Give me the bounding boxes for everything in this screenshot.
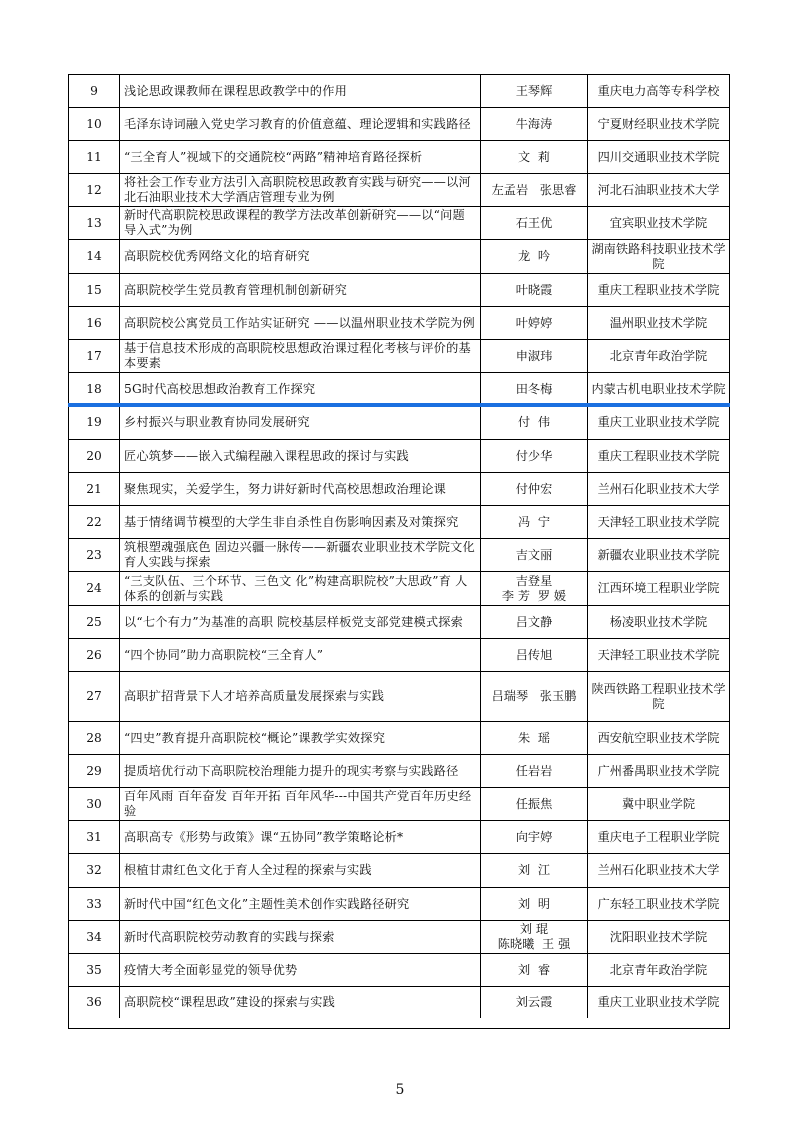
- school-name: 重庆电力高等专科学校: [597, 83, 720, 98]
- paper-title: 高职院校优秀网络文化的培育研究: [120, 240, 481, 273]
- author-name: 吉登星: [515, 573, 553, 588]
- school-name: 重庆工程职业技术学院: [597, 282, 720, 297]
- author-name: 吕传旭: [515, 647, 553, 662]
- table-row: [69, 340, 729, 373]
- table-row: [69, 954, 729, 987]
- paper-title: 高职院校“课程思政”建设的探索与实践: [120, 987, 481, 1018]
- school-name: 天津轻工职业技术学院: [597, 647, 720, 662]
- row-number: 29: [69, 755, 120, 787]
- row-number: 33: [69, 888, 120, 920]
- row-number: 21: [69, 473, 120, 505]
- school-name: 杨凌职业技术学院: [609, 614, 708, 629]
- author-name: 申淑玮: [515, 348, 553, 363]
- paper-title: 疫情大考全面彰显党的领导优势: [120, 954, 481, 986]
- table-row: [69, 722, 729, 755]
- author-cell: [481, 207, 588, 239]
- author-cell: [481, 440, 588, 472]
- row-number: 26: [69, 639, 120, 671]
- row-number: 13: [69, 207, 120, 239]
- school-name: 兰州石化职业技术大学: [597, 481, 720, 496]
- row-number: 35: [69, 954, 120, 986]
- row-number: 24: [69, 572, 120, 605]
- school-name: 天津轻工职业技术学院: [597, 514, 720, 529]
- author-cell: [481, 473, 588, 505]
- table-row: [69, 240, 729, 274]
- author-cell: [481, 572, 588, 605]
- author-name: 冯 宁: [517, 514, 551, 529]
- paper-title: 基于信息技术形成的高职院校思想政治课过程化考核与评价的基本要素: [120, 340, 481, 372]
- table-row: [69, 274, 729, 307]
- paper-title: “三全育人”视域下的交通院校“两路”精神培育路径探析: [120, 141, 481, 173]
- school-name: 重庆工业职业技术学院: [597, 995, 720, 1009]
- papers-table: [68, 74, 730, 1029]
- author-cell: [481, 506, 588, 538]
- school-name: 北京青年政治学院: [609, 348, 708, 363]
- author-cell: [481, 174, 588, 206]
- paper-title: 高职扩招背景下人才培养高质量发展探索与实践: [120, 672, 481, 721]
- paper-title: 新时代高职院校思政课程的教学方法改革创新研究——以“问题导入式”为例: [120, 207, 481, 239]
- school-name: 内蒙古机电职业技术学院: [591, 381, 726, 396]
- row-number: 22: [69, 506, 120, 538]
- row-number: 28: [69, 722, 120, 754]
- school-name: 重庆工业职业技术学院: [597, 415, 720, 429]
- author-name: 刘 江: [517, 863, 551, 877]
- table-row: [69, 639, 729, 672]
- row-number: 25: [69, 606, 120, 638]
- paper-title: 聚焦现实，关爱学生，努力讲好新时代高校思想政治理论课: [120, 473, 481, 505]
- author-name: 吉文丽: [515, 547, 553, 562]
- author-cell: [481, 274, 588, 306]
- author-cell: [481, 921, 588, 953]
- author-cell: [481, 240, 588, 273]
- paper-title: 毛泽东诗词融入党史学习教育的价值意蕴、理论逻辑和实践路径: [120, 108, 481, 140]
- author-cell: [481, 373, 588, 405]
- author-cell: [481, 141, 588, 173]
- row-number: 34: [69, 921, 120, 953]
- table-row: [69, 473, 729, 506]
- author-name: 刘 明: [517, 896, 551, 911]
- author-cell: [481, 755, 588, 787]
- table-row: [69, 672, 729, 722]
- author-name: 刘云霞: [515, 995, 553, 1009]
- school-name: 北京青年政治学院: [609, 962, 708, 977]
- row-number: 14: [69, 240, 120, 273]
- paper-title: 高职院校公寓党员工作站实证研究 ——以温州职业技术学院为例: [120, 307, 481, 339]
- row-number: 31: [69, 821, 120, 853]
- author-name: 李 芳 罗 媛: [501, 588, 567, 603]
- paper-title: 新时代高职院校劳动教育的实践与探索: [120, 921, 481, 953]
- paper-title: 提质培优行动下高职院校治理能力提升的现实考察与实践路径: [120, 755, 481, 787]
- school-name: 湖南铁路科技职业技术学院: [591, 241, 726, 271]
- section-separator: [68, 403, 730, 407]
- author-cell: [481, 340, 588, 372]
- school-name: 宁夏财经职业技术学院: [597, 116, 720, 131]
- author-cell: [481, 954, 588, 986]
- table-row: [69, 854, 729, 888]
- paper-title: 基于情绪调节模型的大学生非自杀性自伤影响因素及对策探究: [120, 506, 481, 538]
- table-row: [69, 821, 729, 854]
- paper-title: 5G时代高校思想政治教育工作探究: [120, 373, 481, 405]
- row-number: 17: [69, 340, 120, 372]
- school-name: 陕西铁路工程职业技术学院: [591, 681, 726, 711]
- school-name: 沈阳职业技术学院: [609, 929, 708, 944]
- paper-title: 高职院校学生党员教育管理机制创新研究: [120, 274, 481, 306]
- paper-title: 以“七个有力”为基准的高职 院校基层样板党支部党建模式探索: [120, 606, 481, 638]
- row-number: 36: [69, 987, 120, 1018]
- table-row: [69, 572, 729, 606]
- school-name: 新疆农业职业技术学院: [597, 547, 720, 562]
- author-name: 朱 瑶: [517, 730, 551, 745]
- paper-title: 乡村振兴与职业教育协同发展研究: [120, 406, 481, 439]
- table-row: [69, 987, 729, 1018]
- table-row: [69, 606, 729, 639]
- school-name: 江西环境工程职业学院: [597, 581, 720, 595]
- author-name: 付少华: [515, 448, 553, 463]
- author-cell: [481, 539, 588, 571]
- school-name: 重庆工程职业技术学院: [597, 448, 720, 463]
- author-name: 吕文静: [515, 614, 553, 629]
- paper-title: 百年风雨 百年奋发 百年开拓 百年风华---中国共产党百年历史经验: [120, 788, 481, 820]
- row-number: 15: [69, 274, 120, 306]
- row-number: 27: [69, 672, 120, 721]
- author-cell: [481, 108, 588, 140]
- table-row: [69, 108, 729, 141]
- author-cell: [481, 722, 588, 754]
- table-row: [69, 207, 729, 240]
- school-name: 宜宾职业技术学院: [609, 215, 708, 230]
- table-row: [69, 440, 729, 473]
- author-name: 向宇婷: [515, 829, 553, 844]
- author-name: 王琴辉: [515, 83, 553, 98]
- author-cell: [481, 888, 588, 920]
- author-name: 任岩岩: [515, 763, 553, 778]
- author-name: 石王优: [515, 215, 553, 230]
- table-row: [69, 755, 729, 788]
- school-name: 重庆电子工程职业学院: [597, 829, 720, 844]
- paper-title: 高职高专《形势与政策》课“五协同”教学策略论析*: [120, 821, 481, 853]
- paper-title: “四史”教育提升高职院校“概论”课教学实效探究: [120, 722, 481, 754]
- table-row: [69, 539, 729, 572]
- table-row: [69, 506, 729, 539]
- page-number: 5: [395, 1082, 405, 1098]
- author-cell: [481, 406, 588, 439]
- table-row: [69, 141, 729, 174]
- table-row: [69, 921, 729, 954]
- author-cell: [481, 307, 588, 339]
- author-name: 牛海涛: [515, 116, 553, 131]
- paper-title: “四个协同”助力高职院校“三全育人”: [120, 639, 481, 671]
- author-cell: [481, 788, 588, 820]
- author-name: 左孟岩 张思睿: [491, 182, 577, 197]
- table-row: [69, 788, 729, 821]
- author-name: 文 莉: [517, 149, 551, 164]
- paper-title: 根植甘肃红色文化于育人全过程的探索与实践: [120, 854, 481, 887]
- paper-title: 浅论思政课教师在课程思政教学中的作用: [120, 75, 481, 107]
- school-name: 四川交通职业技术学院: [597, 149, 720, 164]
- school-name: 西安航空职业技术学院: [597, 730, 720, 745]
- author-cell: [481, 75, 588, 107]
- row-number: 30: [69, 788, 120, 820]
- row-number: 19: [69, 406, 120, 439]
- table-row: [69, 373, 729, 406]
- author-name: 任振焦: [515, 796, 553, 811]
- paper-title: 新时代中国“红色文化”主题性美术创作实践路径研究: [120, 888, 481, 920]
- row-number: 32: [69, 854, 120, 887]
- paper-title: 筑根塑魂强底色 固边兴疆一脉传——新疆农业职业技术学院文化育人实践与探索: [120, 539, 481, 571]
- author-name: 刘 睿: [517, 962, 551, 977]
- author-name: 叶婷婷: [515, 315, 553, 330]
- row-number: 20: [69, 440, 120, 472]
- author-cell: [481, 672, 588, 721]
- author-name: 付仲宏: [515, 481, 553, 496]
- author-cell: [481, 821, 588, 853]
- author-name: 吕瑞琴 张玉鹏: [491, 689, 577, 703]
- author-name: 田冬梅: [515, 381, 553, 396]
- author-name: 付 伟: [517, 415, 551, 429]
- school-name: 河北石油职业技术大学: [597, 182, 720, 197]
- row-number: 23: [69, 539, 120, 571]
- row-number: 11: [69, 141, 120, 173]
- table-row: [69, 307, 729, 340]
- author-cell: [481, 606, 588, 638]
- author-name: 刘 琨: [519, 922, 549, 936]
- row-number: 16: [69, 307, 120, 339]
- table-row: [69, 174, 729, 207]
- author-cell: [481, 639, 588, 671]
- row-number: 10: [69, 108, 120, 140]
- school-name: 广州番禺职业技术学院: [597, 763, 720, 778]
- school-name: 温州职业技术学院: [609, 315, 708, 330]
- school-name: 广东轻工职业技术学院: [597, 896, 720, 911]
- author-cell: [481, 854, 588, 887]
- author-name: 陈晓曦 王 强: [497, 937, 571, 951]
- school-name: 兰州石化职业技术大学: [597, 863, 720, 877]
- row-number: 9: [69, 75, 120, 107]
- paper-title: 匠心筑梦——嵌入式编程融入课程思政的探讨与实践: [120, 440, 481, 472]
- school-name: 冀中职业学院: [621, 796, 696, 811]
- table-row: [69, 406, 729, 440]
- author-cell: [481, 987, 588, 1018]
- row-number: 12: [69, 174, 120, 206]
- table-row: [69, 75, 729, 108]
- row-number: 18: [69, 373, 120, 405]
- author-name: 叶晓霞: [515, 282, 553, 297]
- paper-title: 将社会工作专业方法引入高职院校思政教育实践与研究——以河北石油职业技术大学酒店管理专业为例: [120, 174, 481, 206]
- paper-title: “三支队伍、三个环节、三色文 化”构建高职院校”大思政”育 人体系的创新与实践: [120, 572, 481, 605]
- table-row: [69, 888, 729, 921]
- author-name: 龙 吟: [517, 249, 551, 263]
